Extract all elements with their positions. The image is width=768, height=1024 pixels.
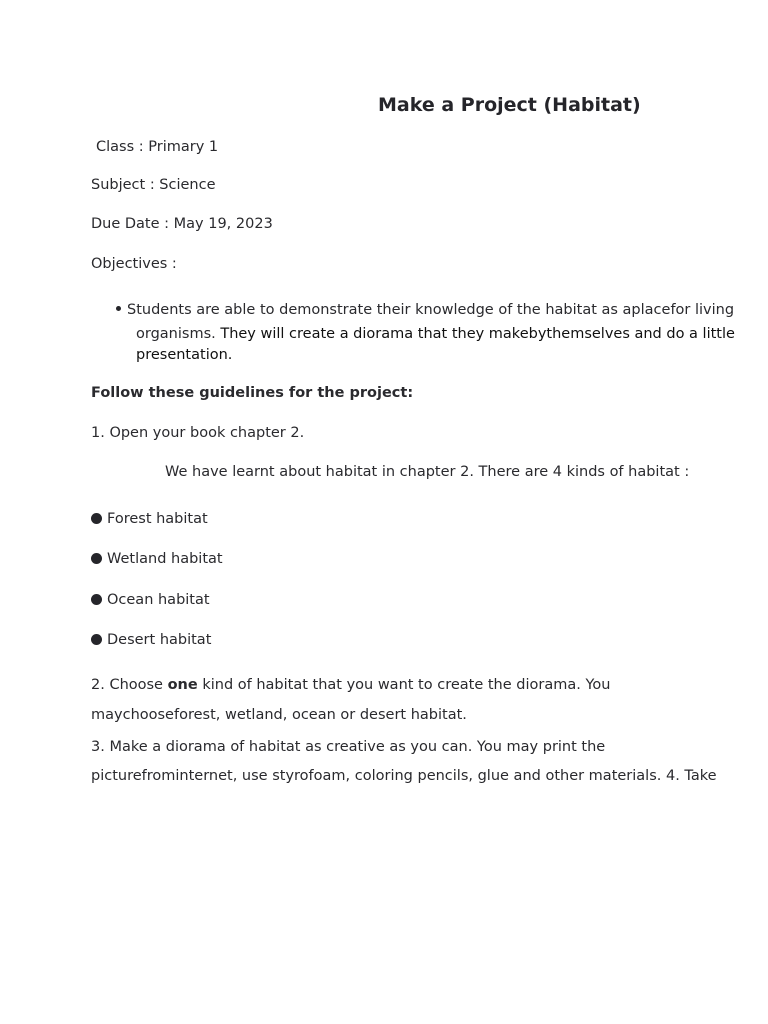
bullet-icon	[116, 306, 121, 311]
step-3-line-1: 3. Make a diorama of habitat as creative as you can. You may print the	[91, 739, 606, 755]
bullet-icon	[91, 634, 102, 645]
objective-text-1: Students are able to demonstrate their knowledge of the habitat as aplacefor living	[127, 302, 735, 318]
step-2-emphasis: one	[167, 677, 198, 693]
habitat-item-forest	[91, 511, 208, 527]
due-date-line: Due Date : May 19, 2023	[91, 216, 273, 232]
subject-line: Subject : Science	[91, 177, 216, 193]
objective-line-2	[136, 326, 735, 342]
habitat-label: Wetland habitat	[107, 551, 223, 567]
step-2-line-1	[91, 677, 610, 693]
bullet-icon	[91, 513, 102, 524]
class-line: Class : Primary 1	[96, 139, 219, 155]
habitat-item-ocean	[91, 592, 210, 608]
step-2-line-2: maychooseforest, wetland, ocean or desert habitat.	[91, 707, 467, 723]
page-title: Make a Project (Habitat)	[378, 94, 641, 116]
habitat-label: Forest habitat	[107, 511, 208, 527]
step-2-suffix: kind of habitat that you want to create the diorama. You	[197, 677, 611, 693]
objective-line-3: presentation.	[136, 347, 233, 363]
objective-line-1	[116, 302, 734, 318]
step-2-prefix: 2. Choose	[91, 677, 168, 693]
step-1-note: We have learnt about habitat in chapter 2. There are 4 kinds of habitat :	[165, 464, 690, 480]
bullet-icon	[91, 594, 102, 605]
objective-text-2b: They will create a diorama that they makebythemselves and do a little	[220, 326, 735, 342]
bullet-icon	[91, 553, 102, 564]
guidelines-heading: Follow these guidelines for the project:	[91, 385, 414, 401]
habitat-label: Desert habitat	[107, 632, 212, 648]
step-3-line-2: picturefrominternet, use styrofoam, coloring pencils, glue and other materials. 4. Take	[91, 768, 717, 784]
objective-text-2a: organisms.	[136, 326, 221, 342]
objectives-label: Objectives :	[91, 256, 177, 272]
habitat-item-wetland	[91, 551, 223, 567]
habitat-item-desert	[91, 632, 211, 648]
step-1: 1. Open your book chapter 2.	[91, 425, 305, 441]
habitat-label: Ocean habitat	[107, 592, 210, 608]
